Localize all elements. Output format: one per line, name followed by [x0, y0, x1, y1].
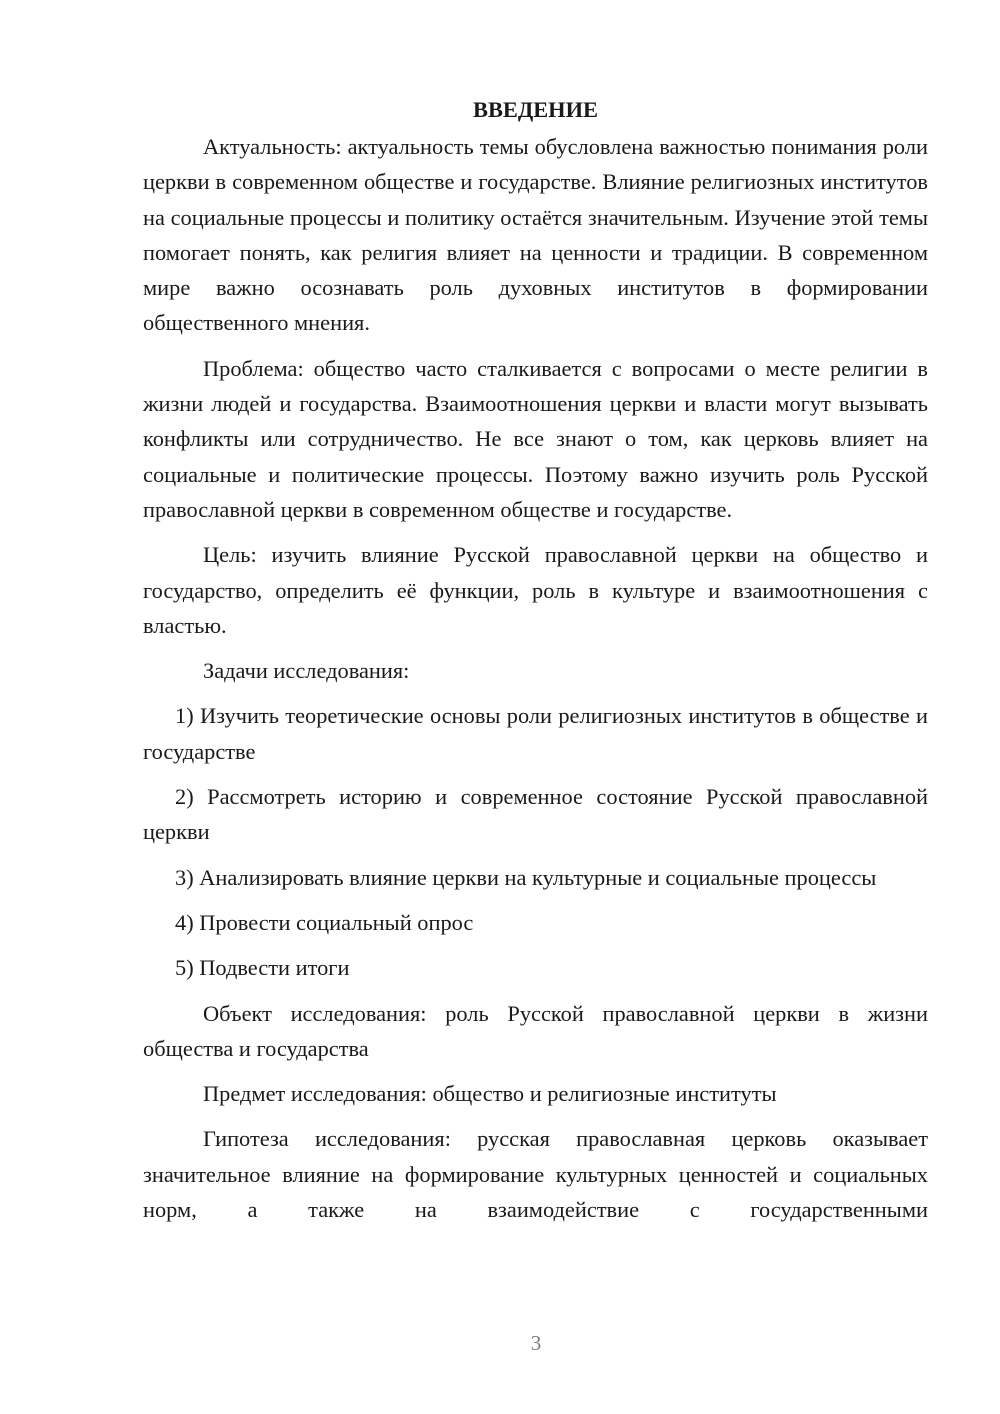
task-item-2: 2) Рассмотреть историю и современное состояние Русской православной церкви [143, 784, 928, 845]
task-item-4: 4) Провести социальный опрос [175, 909, 474, 935]
tasks-heading: Задачи исследования: [203, 658, 410, 684]
subject-paragraph: Предмет исследования: общество и религиозные институты [203, 1081, 777, 1107]
problem-paragraph: Проблема: общество часто сталкивается с вопросами о месте религии в жизни людей и государства. Взаимоотношения церкви и власти могут вызывать конфликты или сотрудничество. Не все знают о том, как церковь влияет на социальные и политические процессы. Поэтому важно изучить роль Русской православной церкви в современном обществе и государстве. [143, 355, 928, 522]
task-item-5: 5) Подвести итоги [175, 955, 350, 981]
section-title: ВВЕДЕНИЕ [473, 97, 598, 122]
task-item-1: 1) Изучить теоретические основы роли религиозных институтов в обществе и государстве [143, 703, 928, 764]
relevance-paragraph: Актуальность: актуальность темы обусловлена важностью понимания роли церкви в современном обществе и государстве. Влияние религиозных институтов на социальные процессы и политику остаётся значительным. Изучение этой темы помогает понять, как религия влияет на ценности и традиции. В современном мире важно осознавать роль духовных институтов в формировании общественного мнения. [143, 134, 928, 336]
page-number: 3 [530, 1331, 542, 1355]
page-content [143, 92, 928, 1237]
hypothesis-paragraph: Гипотеза исследования: русская православная церковь оказывает значительное влияние на формирование культурных ценностей и социальных норм, а также на взаимодействие с государственными [143, 1126, 928, 1223]
object-paragraph: Объект исследования: роль Русской православной церкви в жизни общества и государства [143, 1000, 928, 1061]
goal-paragraph: Цель: изучить влияние Русской православной церкви на общество и государство, определить её функции, роль в культуре и взаимоотношения с властью. [143, 542, 928, 638]
task-item-3: 3) Анализировать влияние церкви на культурные и социальные процессы [175, 864, 877, 890]
